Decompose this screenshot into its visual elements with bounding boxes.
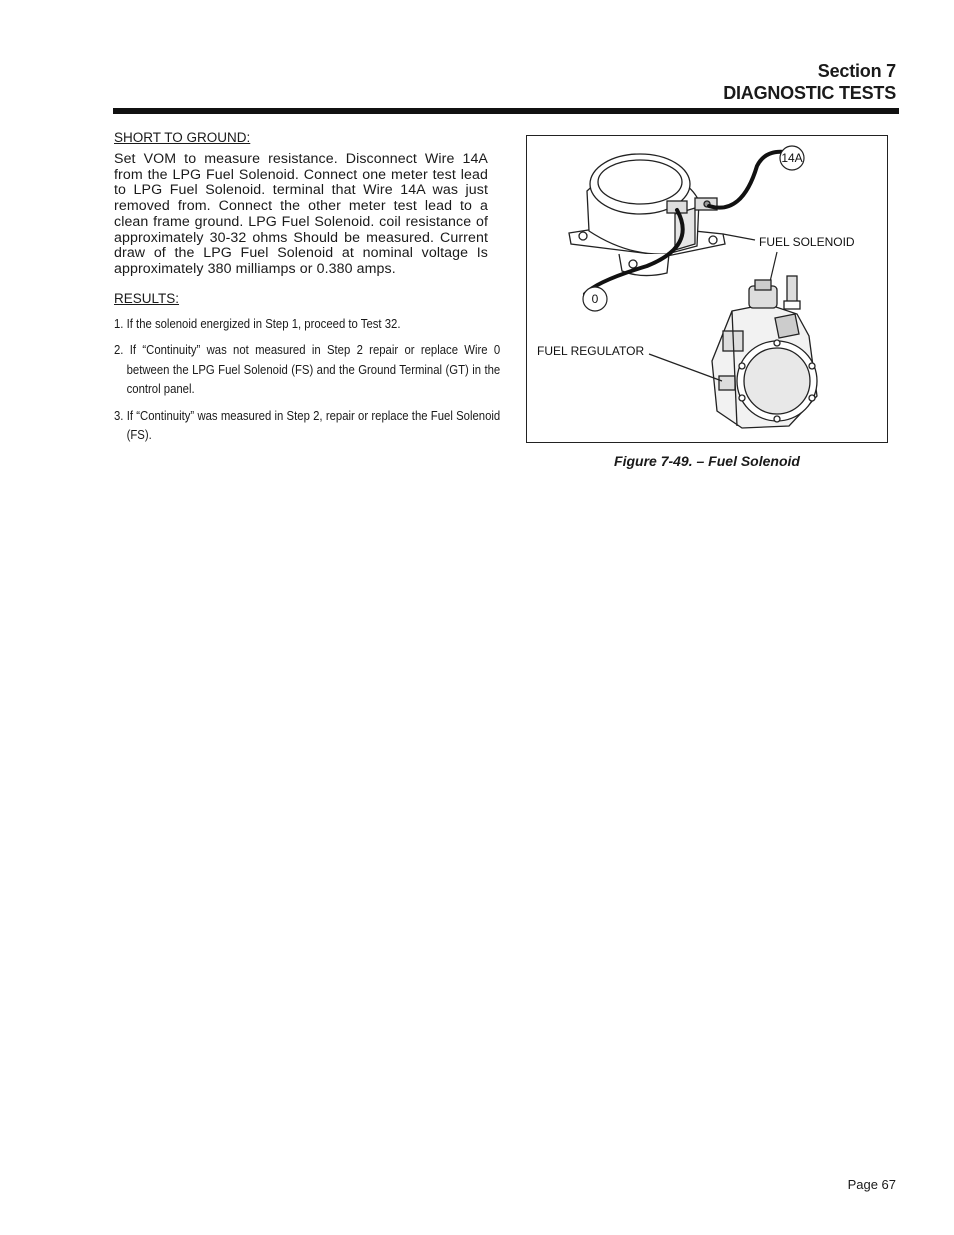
short-to-ground-body: Set VOM to measure resistance. Disconnect Wire 14A from the LPG Fuel Solenoid. Connect one meter test lead to LPG Fuel Solenoid. terminal that Wire 14A was just removed from. Connect the other meter test lead to a clean frame ground. LPG Fuel Solenoid. coil resistance of approximately 30-32 ohms Should be measured. Current draw of the LPG Fuel Solenoid at nominal voltage Is approximately 380 milliamps or 0.380 amps. xyxy=(114,151,488,277)
wire-14a xyxy=(709,152,785,208)
header-rule xyxy=(113,108,899,114)
results-heading: RESULTS: xyxy=(114,290,180,306)
fuel-solenoid-illustration xyxy=(527,136,889,444)
results-list xyxy=(114,315,501,446)
section-label: Section 7 xyxy=(817,61,896,81)
left-column xyxy=(114,130,501,453)
results-item-2: 2. If “Continuity” was not measured in Step 2 repair or replace Wire 0 between the LPG Fuel Solenoid (FS) and the Ground Terminal (GT) in the control panel. xyxy=(114,343,501,397)
page-header xyxy=(723,60,896,104)
page-number: Page 67 xyxy=(847,1177,896,1192)
results-item-1: 1. If the solenoid energized in Step 1, proceed to Test 32. xyxy=(114,316,401,331)
section-title: DIAGNOSTIC TESTS xyxy=(723,83,896,103)
fuel-regulator-leader xyxy=(649,354,722,381)
figure-caption: Figure 7-49. – Fuel Solenoid xyxy=(614,453,800,469)
fuel-solenoid-leader xyxy=(723,234,755,240)
wire-14a-label: 14A xyxy=(781,151,803,165)
wire-0-label: 0 xyxy=(591,292,599,306)
fuel-regulator-label: FUEL REGULATOR xyxy=(537,344,645,358)
fuel-solenoid-figure xyxy=(526,135,888,443)
fuel-solenoid-drawing xyxy=(569,154,725,276)
results-item-3: 3. If “Continuity” was measured in Step 2, repair or replace the Fuel Solenoid (FS). xyxy=(114,408,501,443)
fuel-solenoid-label: FUEL SOLENOID xyxy=(759,235,855,249)
fuel-regulator-drawing xyxy=(712,276,817,428)
short-to-ground-heading: SHORT TO GROUND: xyxy=(114,130,251,145)
